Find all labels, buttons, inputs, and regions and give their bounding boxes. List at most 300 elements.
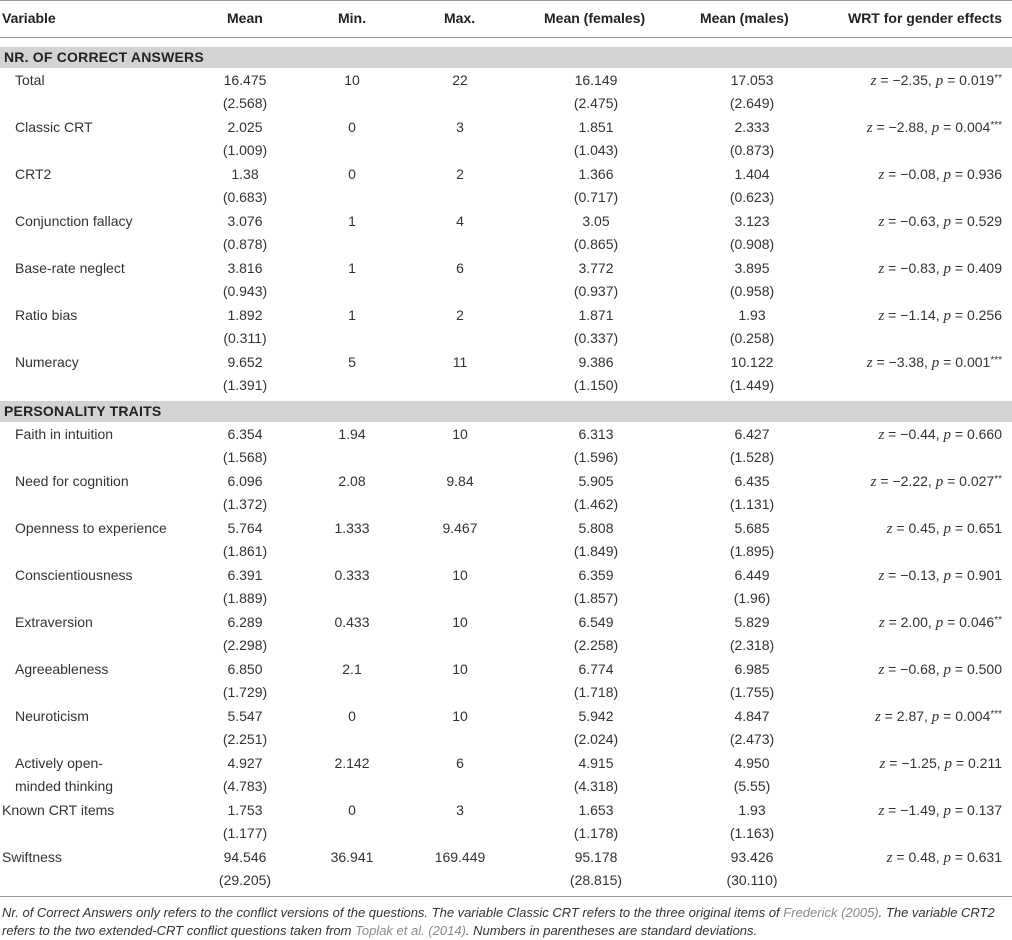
cell-mean: 1.892 [227, 307, 263, 323]
wrt-p-value: 0.004 [955, 119, 991, 135]
cell-min: 1 [348, 260, 356, 276]
cell-mean-sd: (2.251) [222, 731, 268, 747]
cell-max: 10 [452, 567, 468, 583]
cell-male: 1.93 [738, 802, 766, 818]
wrt-p-symbol: p [943, 803, 951, 819]
table-row [0, 520, 1012, 567]
table-row [0, 661, 1012, 708]
table-row [0, 354, 1012, 401]
cell-female-sd: (1.043) [573, 142, 619, 158]
wrt-z-value: 0.48 [908, 849, 936, 865]
wrt-eq: = [950, 307, 967, 323]
cell-mean: 3.816 [227, 260, 263, 276]
cell-male-sd: (0.958) [729, 283, 775, 299]
note-text-2: . The variable CRT2 refers to the two extended-CRT conflict questions taken from [2, 905, 995, 938]
wrt-sep: , [935, 213, 944, 229]
row-label: Actively open- [15, 755, 103, 771]
cell-mean-sd: (1.568) [222, 449, 268, 465]
wrt-p-value: 0.409 [966, 260, 1002, 276]
cell-female: 1.366 [578, 166, 614, 182]
cell-mean: 16.475 [223, 72, 267, 88]
cell-mean-sd: (1.177) [222, 825, 268, 841]
cell-female-sd: (1.596) [573, 449, 619, 465]
wrt-sep: , [935, 166, 944, 182]
cell-male: 6.427 [734, 426, 770, 442]
significance-stars: ** [994, 474, 1002, 485]
wrt-z-symbol: z [878, 214, 885, 230]
cell-female: 1.653 [578, 802, 614, 818]
cell-female-sd: (1.857) [573, 590, 619, 606]
wrt-eq: = [884, 614, 901, 630]
cell-max: 10 [452, 614, 468, 630]
cell-male-sd: (0.623) [729, 189, 775, 205]
cell-max: 11 [452, 354, 468, 370]
table-row [0, 567, 1012, 614]
wrt-p-value: 0.211 [968, 755, 1002, 771]
cell-male: 1.404 [734, 166, 770, 182]
wrt-z-symbol: z [870, 474, 877, 490]
wrt-sep: , [927, 72, 936, 88]
cell-mean-sd: (0.943) [222, 283, 268, 299]
cell-max: 3 [456, 802, 464, 818]
section-title: NR. OF CORRECT ANSWERS [4, 49, 204, 65]
wrt-eq: = [950, 213, 967, 229]
wrt-z-value: −2.35 [892, 72, 928, 88]
top-rule [0, 0, 1012, 1]
cell-mean: 1.753 [227, 802, 263, 818]
cell-male-sd: (1.755) [729, 684, 775, 700]
cell-mean-sd: (1.391) [222, 377, 268, 393]
row-label: Ratio bias [15, 307, 78, 323]
wrt-eq: = [884, 802, 901, 818]
cell-male-sd: (1.96) [733, 590, 771, 606]
cell-max: 9.84 [446, 473, 474, 489]
table-footnote [2, 904, 1010, 940]
table-row [0, 166, 1012, 213]
wrt-eq: = [939, 708, 956, 724]
cell-male-sd: (5.55) [733, 778, 771, 794]
wrt-p-symbol: p [943, 308, 951, 324]
wrt-eq: = [939, 119, 956, 135]
wrt-eq: = [950, 849, 967, 865]
wrt-eq: = [872, 354, 889, 370]
cell-max: 2 [456, 307, 464, 323]
cell-female: 3.772 [578, 260, 614, 276]
cell-male-sd: (0.908) [729, 236, 775, 252]
wrt-p-value: 0.256 [966, 307, 1002, 323]
wrt-z-value: −2.22 [892, 473, 928, 489]
table-row [0, 213, 1012, 260]
cell-max: 3 [456, 119, 464, 135]
wrt-z-value: −2.88 [888, 119, 925, 135]
wrt-eq: = [884, 213, 901, 229]
cell-female-sd: (0.865) [573, 236, 619, 252]
wrt-sep: , [935, 802, 944, 818]
cell-female: 5.808 [578, 520, 614, 536]
wrt-sep: , [935, 260, 944, 276]
cell-male: 5.685 [734, 520, 770, 536]
wrt-p-value: 0.660 [966, 426, 1002, 442]
cell-male: 4.847 [734, 708, 770, 724]
wrt-z-value: 2.00 [900, 614, 928, 630]
wrt-eq: = [943, 72, 960, 88]
significance-stars: *** [990, 120, 1002, 131]
cell-mean: 5.547 [227, 708, 263, 724]
cell-male-sd: (1.163) [729, 825, 775, 841]
cell-female: 6.359 [578, 567, 614, 583]
cell-male-sd: (1.131) [729, 496, 775, 512]
cell-mean-sd: (1.009) [222, 142, 268, 158]
wrt-sep: , [935, 520, 944, 536]
wrt-z-symbol: z [878, 261, 885, 277]
cell-female-sd: (1.462) [573, 496, 619, 512]
cell-min: 2.142 [334, 755, 370, 771]
cell-female-sd: (0.717) [573, 189, 619, 205]
row-label: Base-rate neglect [15, 260, 125, 276]
wrt-z-value: −0.68 [900, 661, 936, 677]
cell-female-sd: (4.318) [573, 778, 619, 794]
wrt-z-value: −3.38 [888, 354, 925, 370]
wrt-p-value: 0.651 [966, 520, 1002, 536]
wrt-z-symbol: z [866, 355, 873, 371]
cell-min: 2.08 [338, 473, 366, 489]
wrt-eq: = [950, 520, 967, 536]
wrt-p-value: 0.001 [955, 354, 991, 370]
cell-female: 6.549 [578, 614, 614, 630]
wrt-z-value: −1.25 [901, 755, 937, 771]
row-label-continued: minded thinking [15, 778, 114, 794]
cell-mean-sd: (1.372) [222, 496, 268, 512]
wrt-eq: = [950, 802, 967, 818]
wrt-p-value: 0.027 [959, 473, 995, 489]
wrt-z-symbol: z [870, 73, 877, 89]
wrt-eq: = [950, 260, 967, 276]
row-label: Conscientiousness [15, 567, 133, 583]
cell-mean-sd: (2.568) [222, 95, 268, 111]
cell-male-sd: (0.873) [729, 142, 775, 158]
cell-female-sd: (28.815) [569, 872, 623, 888]
cell-mean: 6.289 [227, 614, 263, 630]
table-row [0, 426, 1012, 473]
cell-min: 1 [348, 307, 356, 323]
cell-mean-sd: (1.729) [222, 684, 268, 700]
cell-wrt [875, 708, 1002, 726]
wrt-z-value: −0.44 [900, 426, 936, 442]
wrt-sep: , [924, 708, 932, 724]
table-row [0, 802, 1012, 849]
cell-mean: 3.076 [227, 213, 263, 229]
citation-toplak[interactable]: Toplak et al. (2014) [355, 923, 466, 938]
cell-male-sd: (1.449) [729, 377, 775, 393]
wrt-eq: = [884, 426, 901, 442]
cell-mean: 2.025 [227, 119, 263, 135]
cell-max: 10 [452, 708, 468, 724]
table-row [0, 119, 1012, 166]
cell-min: 0.333 [334, 567, 370, 583]
cell-wrt [871, 72, 1002, 90]
cell-female: 9.386 [578, 354, 614, 370]
wrt-eq: = [950, 661, 967, 677]
header-max: Max. [444, 10, 476, 26]
cell-male: 1.93 [738, 307, 766, 323]
cell-mean-sd: (0.878) [222, 236, 268, 252]
wrt-p-symbol: p [944, 756, 953, 772]
wrt-sep: , [935, 426, 944, 442]
cell-male: 3.123 [734, 213, 770, 229]
cell-female-sd: (1.849) [573, 543, 619, 559]
row-label: Swiftness [2, 849, 62, 865]
wrt-eq: = [885, 755, 902, 771]
cell-min: 0 [348, 802, 356, 818]
cell-male-sd: (2.473) [729, 731, 775, 747]
wrt-p-symbol: p [943, 214, 951, 230]
section-header [0, 401, 1012, 422]
cell-max: 169.449 [434, 849, 486, 865]
wrt-p-symbol: p [943, 662, 951, 678]
cell-female-sd: (2.475) [573, 95, 619, 111]
cell-wrt [879, 614, 1002, 632]
note-text-3: . Numbers in parentheses are standard deviations. [465, 923, 758, 938]
wrt-p-symbol: p [943, 521, 951, 537]
wrt-p-value: 0.137 [966, 802, 1002, 818]
cell-female: 1.851 [578, 119, 614, 135]
cell-female-sd: (1.178) [573, 825, 619, 841]
wrt-eq: = [892, 849, 909, 865]
wrt-z-symbol: z [878, 427, 885, 443]
cell-female: 6.774 [578, 661, 614, 677]
cell-male: 3.895 [734, 260, 770, 276]
section-header [0, 47, 1012, 68]
note-text-1: Nr. of Correct Answers only refers to the conflict versions of the questions. The variable Classic CRT refers to the three original items of [2, 905, 784, 920]
cell-male-sd: (2.649) [729, 95, 775, 111]
wrt-eq: = [880, 708, 897, 724]
table-row [0, 473, 1012, 520]
wrt-sep: , [927, 614, 936, 630]
cell-wrt [867, 119, 1002, 137]
header-mean-females: Mean (females) [544, 10, 646, 26]
cell-mean-sd: (0.683) [222, 189, 268, 205]
cell-female: 3.05 [582, 213, 610, 229]
cell-male-sd: (1.528) [729, 449, 775, 465]
cell-mean: 6.096 [227, 473, 263, 489]
cell-mean: 6.850 [227, 661, 263, 677]
cell-wrt [878, 307, 1002, 325]
cell-wrt [867, 354, 1002, 372]
cell-female-sd: (0.337) [573, 330, 619, 346]
wrt-z-value: −0.08 [900, 166, 936, 182]
wrt-z-symbol: z [878, 615, 885, 631]
wrt-p-symbol: p [935, 73, 944, 89]
header-wrt: WRT for gender effects [847, 10, 1002, 26]
cell-min: 0 [348, 166, 356, 182]
wrt-sep: , [924, 119, 932, 135]
wrt-eq: = [884, 307, 901, 323]
wrt-z-value: −0.63 [900, 213, 936, 229]
wrt-z-symbol: z [879, 756, 886, 772]
wrt-eq: = [950, 567, 967, 583]
cell-min: 0 [348, 708, 356, 724]
wrt-z-symbol: z [878, 803, 885, 819]
cell-female: 4.915 [578, 755, 614, 771]
table-row [0, 849, 1012, 896]
wrt-p-symbol: p [943, 568, 951, 584]
cell-mean: 1.38 [231, 166, 259, 182]
wrt-p-value: 0.019 [959, 72, 995, 88]
cell-wrt [887, 849, 1002, 867]
cell-male-sd: (0.258) [729, 330, 775, 346]
cell-mean-sd: (4.783) [222, 778, 268, 794]
row-label: Need for cognition [15, 473, 129, 489]
bottom-rule [0, 896, 1012, 897]
wrt-z-symbol: z [886, 521, 893, 537]
cell-male: 4.950 [734, 755, 770, 771]
wrt-eq: = [950, 426, 967, 442]
row-label: Conjunction fallacy [15, 213, 133, 229]
wrt-p-value: 0.004 [955, 708, 991, 724]
row-label: Neuroticism [15, 708, 89, 724]
cell-max: 10 [452, 426, 468, 442]
row-label: Classic CRT [15, 119, 93, 135]
cell-female-sd: (2.258) [573, 637, 619, 653]
cell-min: 1 [348, 213, 356, 229]
cell-max: 9.467 [442, 520, 478, 536]
table-row [0, 307, 1012, 354]
cell-male: 93.426 [730, 849, 774, 865]
cell-mean-sd: (29.205) [218, 872, 272, 888]
cell-mean: 6.354 [227, 426, 263, 442]
wrt-p-symbol: p [931, 120, 940, 136]
cell-male: 6.985 [734, 661, 770, 677]
cell-female: 6.313 [578, 426, 614, 442]
wrt-eq: = [872, 119, 889, 135]
significance-stars: ** [994, 615, 1002, 626]
wrt-sep: , [935, 849, 944, 865]
cell-female-sd: (1.718) [573, 684, 619, 700]
wrt-p-symbol: p [943, 427, 951, 443]
wrt-sep: , [927, 473, 936, 489]
cell-female: 5.905 [578, 473, 614, 489]
cell-max: 10 [452, 661, 468, 677]
header-rule [0, 37, 1012, 38]
cell-female-sd: (1.150) [573, 377, 619, 393]
wrt-z-symbol: z [866, 120, 873, 136]
cell-male: 2.333 [734, 119, 770, 135]
cell-wrt [878, 166, 1002, 184]
wrt-sep: , [935, 567, 944, 583]
wrt-p-value: 0.631 [966, 849, 1002, 865]
wrt-z-symbol: z [878, 167, 885, 183]
cell-male: 6.449 [734, 567, 770, 583]
wrt-eq: = [884, 260, 901, 276]
wrt-p-value: 0.046 [959, 614, 995, 630]
cell-male-sd: (1.895) [729, 543, 775, 559]
wrt-z-value: −0.13 [900, 567, 936, 583]
wrt-p-value: 0.500 [966, 661, 1002, 677]
wrt-sep: , [936, 755, 945, 771]
header-mean-males: Mean (males) [700, 10, 789, 26]
wrt-z-value: −0.83 [900, 260, 936, 276]
cell-female: 5.942 [578, 708, 614, 724]
wrt-eq: = [876, 473, 893, 489]
wrt-p-value: 0.529 [966, 213, 1002, 229]
wrt-eq: = [943, 614, 960, 630]
cell-mean-sd: (2.298) [222, 637, 268, 653]
wrt-p-symbol: p [943, 850, 951, 866]
row-label: Total [15, 72, 45, 88]
cell-mean: 94.546 [223, 849, 267, 865]
wrt-eq: = [952, 755, 968, 771]
table-row [0, 260, 1012, 307]
cell-wrt [880, 755, 1003, 773]
significance-stars: *** [990, 709, 1002, 720]
cell-wrt [878, 260, 1002, 278]
wrt-z-value: −1.49 [900, 802, 936, 818]
significance-stars: ** [994, 73, 1002, 84]
wrt-z-symbol: z [878, 568, 885, 584]
header-mean: Mean [227, 10, 263, 26]
cell-mean-sd: (0.311) [223, 330, 267, 346]
row-label: Extraversion [15, 614, 93, 630]
wrt-eq: = [876, 72, 893, 88]
wrt-p-symbol: p [931, 709, 940, 725]
cell-mean: 9.652 [227, 354, 263, 370]
cell-min: 1.333 [334, 520, 370, 536]
cell-male: 5.829 [734, 614, 770, 630]
cell-male-sd: (30.110) [726, 872, 778, 888]
wrt-z-symbol: z [874, 709, 881, 725]
wrt-z-symbol: z [878, 308, 885, 324]
wrt-z-symbol: z [886, 850, 893, 866]
cell-male: 10.122 [730, 354, 774, 370]
cell-wrt [878, 661, 1002, 679]
wrt-z-value: −1.14 [900, 307, 936, 323]
cell-mean-sd: (1.861) [222, 543, 268, 559]
wrt-p-symbol: p [935, 615, 944, 631]
cell-female: 16.149 [574, 72, 618, 88]
wrt-eq: = [943, 473, 960, 489]
cell-max: 22 [452, 72, 468, 88]
header-min: Min. [338, 10, 366, 26]
row-label: Agreeableness [15, 661, 109, 677]
cell-female-sd: (2.024) [573, 731, 619, 747]
cell-female-sd: (0.937) [573, 283, 619, 299]
cell-mean-sd: (1.889) [222, 590, 268, 606]
wrt-p-value: 0.936 [966, 166, 1002, 182]
cell-min: 0 [348, 119, 356, 135]
cell-min: 1.94 [338, 426, 366, 442]
cell-male: 6.435 [734, 473, 770, 489]
header-variable: Variable [2, 10, 56, 26]
row-label: Known CRT items [2, 802, 115, 818]
table-row [0, 72, 1012, 119]
wrt-p-symbol: p [935, 474, 944, 490]
cell-max: 4 [456, 213, 464, 229]
citation-frederick[interactable]: Frederick (2005) [783, 905, 879, 920]
wrt-p-symbol: p [943, 167, 951, 183]
cell-wrt [887, 520, 1002, 538]
cell-min: 0.433 [334, 614, 370, 630]
cell-mean: 6.391 [227, 567, 263, 583]
cell-min: 2.1 [342, 661, 362, 677]
cell-min: 10 [344, 72, 360, 88]
cell-female: 1.871 [578, 307, 614, 323]
row-label: CRT2 [15, 166, 52, 182]
table-row [0, 708, 1012, 755]
wrt-eq: = [884, 661, 901, 677]
wrt-eq: = [939, 354, 956, 370]
wrt-sep: , [935, 661, 944, 677]
cell-wrt [871, 473, 1002, 491]
